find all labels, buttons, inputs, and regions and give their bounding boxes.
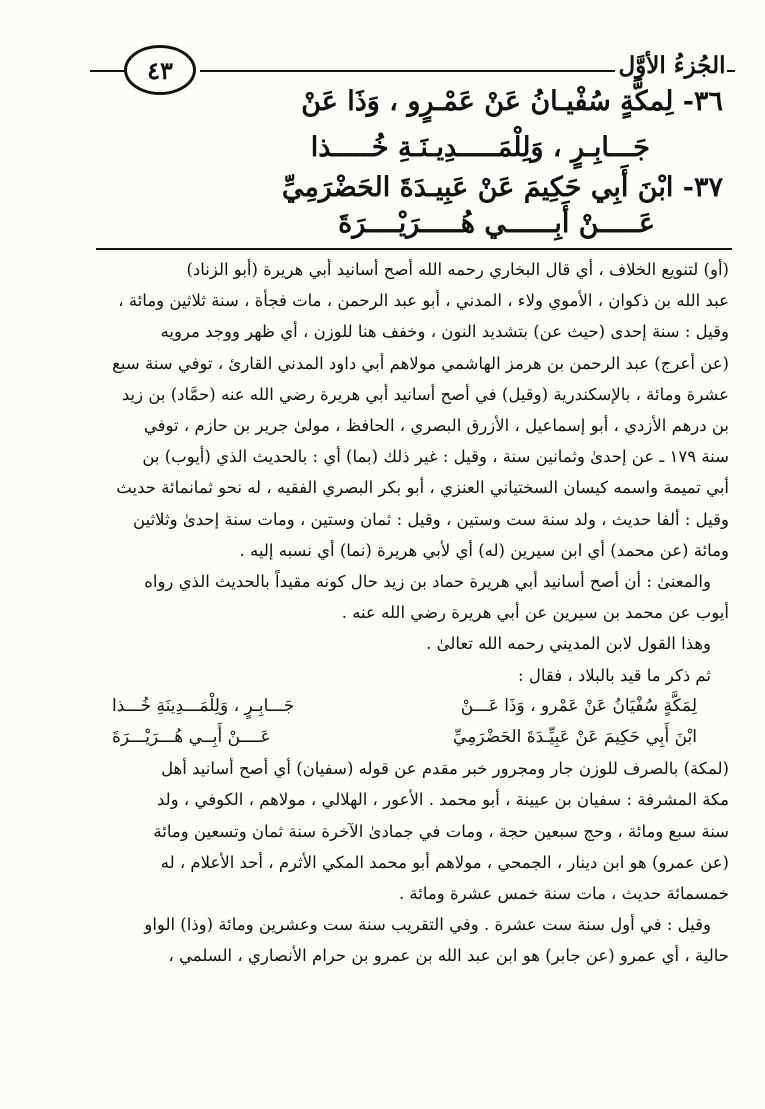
commentary-line: عشرة ومائة ، بالإسكندرية (وقيل) في أصح أسانيد أبي هريرة رضي الله عنه (حمَّاد) بن زيد	[121, 384, 729, 404]
commentary	[100, 254, 729, 972]
verse-36-second-half: جَـــابِـرٍ ، وَلِلْمَـــــدِيـنَـةِ خُـــــذا	[310, 132, 650, 163]
page-number-badge	[124, 45, 196, 95]
commentary-line: وقيل : ألفا حديث ، ولد سنة ست وستين ، وقيل : ثمان وستين ، ومات سنة إحدىٰ وثلاثين	[133, 509, 729, 529]
running-header-title: الجُزءُ الأوَّل	[618, 52, 726, 79]
commentary-line: (عن عمرو) هو ابن دينار ، الجمحي ، مولاهم أبو محمد المكي الأثرم ، أحد الأعلام ، له	[160, 852, 729, 872]
commentary-line: سنة ١٧٩ ـ عن إحدىٰ وثمانين سنة ، وقيل : غير ذلك (بما) أي : بالحديث الذي (أيوب) بن	[142, 447, 729, 467]
commentary-line: (لمكة) بالصرف للوزن جار ومجرور خبر مقدم عن قوله (سفيان) أي أصح أسانيد أهل	[161, 759, 729, 779]
commentary-line: (أو) لتنويع الخلاف ، أي قال البخاري رحمه الله أصح أسانيد أبي هريرة (أبو الزناد)	[186, 260, 729, 279]
page-number: ٤٣	[147, 55, 173, 85]
commentary-line: ومائة (عن محمد) أي ابن سيرين (له) أي لأبي هريرة (نما) أي نسبه إليه .	[239, 540, 729, 560]
commentary-line: سنة سبع ومائة ، وحج سبعين حجة ، ومات في جمادىٰ الآخرة سنة ثمان وتسعين ومائة	[153, 821, 729, 841]
separator-rule	[96, 248, 732, 250]
inline-verse-row	[100, 691, 729, 722]
commentary-line: أبي تميمة واسمه كيسان السختياني العنزي ، أبو بكر البصري الفقيه ، له نحو ثمانمائة حديث	[116, 478, 729, 498]
intro-line: ثم ذكر ما قيد بالبلاد ، فقال :	[518, 665, 711, 685]
inline-verse-row	[100, 722, 729, 753]
inline-verse-second-half: عَــــنْ أَبِــي هُـــرَيْـــرَةَ	[112, 727, 271, 748]
verse-36-first-half: ٣٦- لِمكَّةٍ سُفْيـانُ عَنْ عَمْـرٍو ، وَذَا عَنْ	[301, 86, 723, 117]
verse-37-first-half: ٣٧- ابْنَ أَبِي حَكِيمَ عَنْ عَبِيـدَةَ الحَضْرَمِيِّ	[281, 172, 723, 203]
inline-verse-first-half: لِمَكَّةٍ سُفْيَانُ عَنْ عَمْرو ، وَذَا عَـــنْ	[460, 695, 697, 716]
meaning-line: والمعنىٰ : أن أصح أسانيد أبي هريرة حماد بن زيد حال كونه مقيداً بالحديث الذي رواه	[144, 572, 711, 592]
header-rule-left	[90, 70, 128, 72]
commentary-line: خمسمائة حديث ، مات سنة خمس عشرة ومائة .	[398, 884, 729, 904]
commentary-line: وقيل : في أول سنة ست عشرة . وفي التقريب سنة ست وعشرين ومائة (وذا) الواو	[144, 915, 711, 935]
header-rule-right	[200, 70, 615, 72]
inline-verse-second-half: جَـــابِـرٍ ، وَلِلْمَـــدِينَةِ خُـــذا	[112, 695, 295, 716]
commentary-line: بن درهم الأزدي ، أبو إسماعيل ، الأزرق البصري ، الحافظ ، مولىٰ جرير بن حازم ، توفي	[143, 416, 729, 436]
commentary-line: عبد الله بن ذكوان ، الأموي ولاء ، المدني ، أبو عبد الرحمن ، مات فجأة ، سنة ثلاثين ومائة ،	[118, 291, 729, 311]
commentary-line: حالية ، أي عمرو (عن جابر) هو ابن عبد الله بن عمرو بن حرام الأنصاري ، السلمي ،	[168, 946, 729, 966]
commentary-line: وقيل : سنة إحدى (حيث عن) بتشديد النون ، وخفف هنا للوزن ، أي ظهر ووجد مرويه	[160, 322, 729, 342]
inline-verse-first-half: ابْنَ أَبِي حَكِيمَ عَنْ عَبِيِّـدَةَ الحَضْرَمِيِّ	[453, 727, 697, 748]
verse-37-second-half: عَـــــنْ أَبِــــــي هُـــــرَيْــــرَةَ	[338, 208, 655, 239]
meaning-line: أيوب عن محمد بن سيرين عن أبي هريرة رضي الله عنه .	[341, 603, 729, 623]
commentary-line: (عن أعرج) عبد الرحمن بن هرمز الهاشمي مولاهم أبي داود المدني القارئ ، توفي سنة سبع	[112, 353, 729, 373]
attribution-line: وهذا القول لابن المديني رحمه الله تعالىٰ .	[426, 634, 711, 654]
commentary-line: مكة المشرفة : سفيان بن عيينة ، أبو محمد . الأعور ، الهلالي ، مولاهم ، الكوفي ، ولد	[157, 790, 729, 810]
